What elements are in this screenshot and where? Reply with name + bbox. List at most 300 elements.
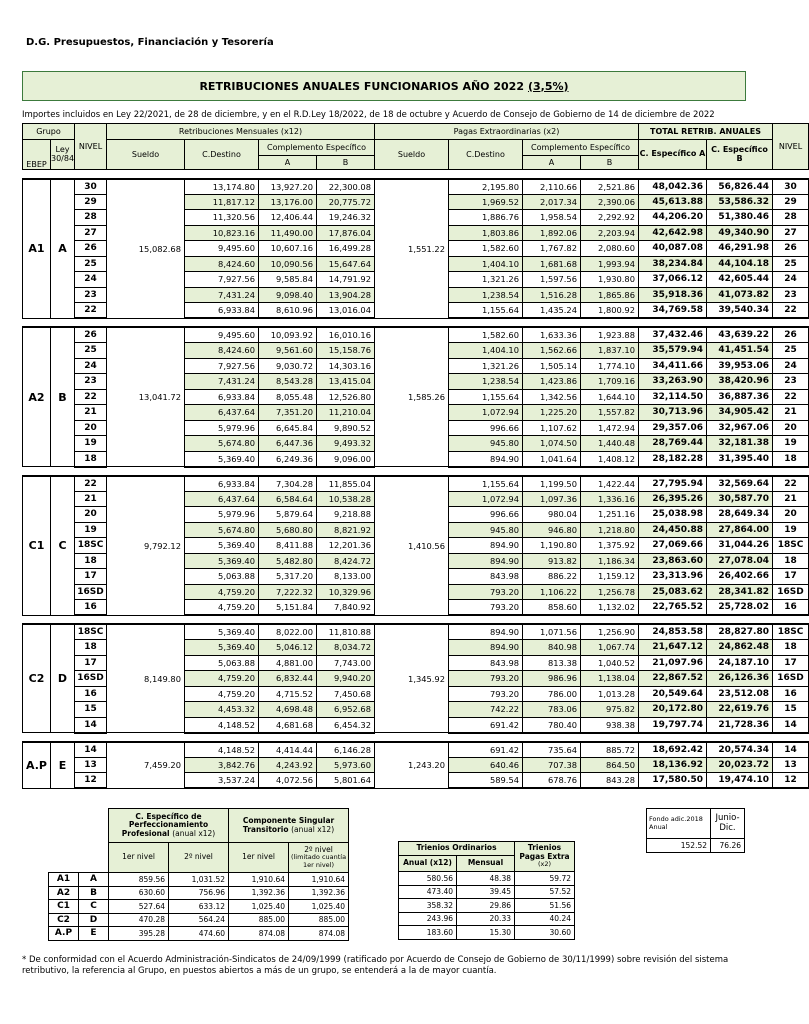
sueldo-cell: 7,459.20 — [107, 742, 185, 789]
ce-a-cell: 8,543.28 — [259, 374, 317, 390]
nivel-cell-right: 23 — [773, 287, 809, 303]
cdestino-cell: 9,495.60 — [185, 327, 259, 343]
total-a-cell: 18,692.42 — [639, 742, 707, 758]
cdestino-cell: 5,979.96 — [185, 420, 259, 436]
cdestino-extra-cell: 1,155.64 — [449, 389, 523, 405]
total-a-cell: 37,066.12 — [639, 272, 707, 288]
cep-value-cell: 395.28 — [109, 927, 169, 941]
nivel-cell: 18 — [75, 553, 107, 569]
table-row — [23, 476, 809, 492]
cdestino-cell: 9,495.60 — [185, 241, 259, 257]
ce-a-cell: 7,304.28 — [259, 476, 317, 492]
total-b-cell: 46,291.98 — [707, 241, 773, 257]
nivel-cell: 18 — [75, 451, 107, 467]
ce-a-cell: 9,585.84 — [259, 272, 317, 288]
ce-a-cell: 6,447.36 — [259, 436, 317, 452]
cdestino-cell: 7,927.56 — [185, 272, 259, 288]
ce-a-cell: 8,055.48 — [259, 389, 317, 405]
nivel-cell: 20 — [75, 507, 107, 523]
ce-b-cell: 13,016.04 — [317, 303, 375, 319]
total-b-cell: 39,540.34 — [707, 303, 773, 319]
header-ley: Ley 30/84 — [51, 140, 75, 170]
ce-b-cell: 5,973.60 — [317, 757, 375, 773]
header-cdestino-extra: C.Destino — [449, 140, 523, 170]
cdestino-cell: 8,424.60 — [185, 343, 259, 359]
nivel-cell: 17 — [75, 569, 107, 585]
ce-b-extra-cell: 1,067.74 — [581, 640, 639, 656]
cdestino-cell: 7,431.24 — [185, 374, 259, 390]
ce-b-cell: 12,526.80 — [317, 389, 375, 405]
cdestino-cell: 5,369.40 — [185, 624, 259, 640]
ce-a-cell: 4,681.68 — [259, 717, 317, 733]
cep-group-ebep: A.P — [49, 927, 79, 941]
group-spacer — [23, 615, 809, 624]
table-row — [23, 179, 809, 195]
total-a-cell: 30,713.96 — [639, 405, 707, 421]
cdestino-extra-cell: 945.80 — [449, 436, 523, 452]
cdestino-cell: 6,933.84 — [185, 389, 259, 405]
ce-a-extra-cell: 1,516.28 — [523, 287, 581, 303]
nivel-cell-right: 24 — [773, 358, 809, 374]
cdestino-cell: 5,369.40 — [185, 451, 259, 467]
ce-a-extra-cell: 1,435.24 — [523, 303, 581, 319]
fondo-value-period: 76.26 — [711, 839, 745, 853]
ce-a-extra-cell: 886.22 — [523, 569, 581, 585]
cep-value-cell: 756.96 — [169, 886, 229, 900]
ce-b-cell: 5,801.64 — [317, 773, 375, 789]
sueldo-cell: 13,041.72 — [107, 327, 185, 467]
ce-a-cell: 13,927.20 — [259, 179, 317, 195]
nivel-cell: 21 — [75, 491, 107, 507]
ce-b-cell: 11,855.04 — [317, 476, 375, 492]
ce-a-cell: 11,490.00 — [259, 225, 317, 241]
ce-a-cell: 6,249.36 — [259, 451, 317, 467]
cst-header: Componente Singular Transitorio (anual x12) — [229, 809, 349, 843]
footnote: * De conformidad con el Acuerdo Administración-Sindicatos de 24/09/1999 (ratificado por Acuerdo de Consejo de Gobierno de 30/11/1999) sobre revisión del sistema retributivo, la referencia al Grupo, en puestos abiertos a más de un grupo, se entenderá a la de mayor cuantía. — [22, 955, 729, 977]
cep-value-cell: 859.56 — [109, 873, 169, 887]
ce-a-cell: 4,881.00 — [259, 655, 317, 671]
ce-b-extra-cell: 1,218.80 — [581, 522, 639, 538]
cdestino-extra-cell: 1,321.26 — [449, 358, 523, 374]
total-a-cell: 29,357.06 — [639, 420, 707, 436]
cep-value-cell: 1,025.40 — [229, 900, 289, 914]
cdestino-cell: 5,369.40 — [185, 553, 259, 569]
ce-b-cell: 19,246.32 — [317, 210, 375, 226]
nivel-cell-right: 16SD — [773, 584, 809, 600]
ce-b-extra-cell: 975.82 — [581, 702, 639, 718]
total-a-cell: 24,450.88 — [639, 522, 707, 538]
total-a-cell: 20,172.80 — [639, 702, 707, 718]
header-nivel: NIVEL — [75, 124, 107, 170]
total-a-cell: 32,114.50 — [639, 389, 707, 405]
ce-b-cell: 9,218.88 — [317, 507, 375, 523]
sueldo-extra-cell: 1,551.22 — [375, 179, 449, 319]
ce-b-extra-cell: 2,080.60 — [581, 241, 639, 257]
cep-value-cell: 630.60 — [109, 886, 169, 900]
cdestino-cell: 6,437.64 — [185, 491, 259, 507]
nivel-cell: 25 — [75, 343, 107, 359]
sueldo-extra-cell: 1,585.26 — [375, 327, 449, 467]
total-a-cell: 20,549.64 — [639, 686, 707, 702]
header-sueldo: Sueldo — [107, 140, 185, 170]
trienios-extra-header: Trienios Pagas Extra (x2) — [515, 842, 575, 872]
nivel-cell: 26 — [75, 327, 107, 343]
nivel-cell: 26 — [75, 241, 107, 257]
nivel-cell-right: 17 — [773, 655, 809, 671]
group-ley: A — [51, 179, 75, 319]
trienios-table — [398, 841, 575, 940]
total-b-cell: 25,728.02 — [707, 600, 773, 616]
cdestino-cell: 8,424.60 — [185, 256, 259, 272]
trienios-value-cell: 51.56 — [515, 899, 575, 913]
total-a-cell: 22,765.52 — [639, 600, 707, 616]
ce-a-cell: 5,317.20 — [259, 569, 317, 585]
cdestino-extra-cell: 1,886.76 — [449, 210, 523, 226]
document-title — [22, 71, 746, 101]
ce-a-cell: 7,222.32 — [259, 584, 317, 600]
cdestino-extra-cell: 843.98 — [449, 655, 523, 671]
ce-b-cell: 12,201.36 — [317, 538, 375, 554]
cep-header: C. Específico de Perfeccionamiento Profesional (anual x12) — [109, 809, 229, 843]
sueldo-extra-cell: 1,410.56 — [375, 476, 449, 616]
cdestino-cell: 5,674.80 — [185, 436, 259, 452]
ce-b-extra-cell: 1,422.44 — [581, 476, 639, 492]
nivel-cell-right: 22 — [773, 303, 809, 319]
nivel-cell-right: 18SC — [773, 538, 809, 554]
total-b-cell: 27,864.00 — [707, 522, 773, 538]
ce-a-extra-cell: 1,681.68 — [523, 256, 581, 272]
nivel-cell: 30 — [75, 179, 107, 195]
header-total-b: C. Específico B — [707, 140, 773, 170]
ce-b-cell: 11,210.04 — [317, 405, 375, 421]
header-retrib-mensuales: Retribuciones Mensuales (x12) — [107, 124, 375, 140]
total-a-cell: 24,853.58 — [639, 624, 707, 640]
table-row — [49, 873, 349, 887]
ce-b-extra-cell: 1,709.16 — [581, 374, 639, 390]
total-b-cell: 28,827.80 — [707, 624, 773, 640]
total-a-cell: 34,769.58 — [639, 303, 707, 319]
ce-b-extra-cell: 1,251.16 — [581, 507, 639, 523]
cdestino-extra-cell: 691.42 — [449, 742, 523, 758]
total-a-cell: 23,313.96 — [639, 569, 707, 585]
header-total: TOTAL RETRIB. ANUALES — [639, 124, 773, 140]
nivel-cell-right: 14 — [773, 717, 809, 733]
cdestino-extra-cell: 1,238.54 — [449, 287, 523, 303]
nivel-cell: 25 — [75, 256, 107, 272]
ce-b-cell: 10,538.28 — [317, 491, 375, 507]
trienios-value-cell: 48.38 — [457, 872, 515, 886]
sueldo-cell: 9,792.12 — [107, 476, 185, 616]
ce-b-extra-cell: 1,408.12 — [581, 451, 639, 467]
cdestino-extra-cell: 894.90 — [449, 553, 523, 569]
ce-a-extra-cell: 2,110.66 — [523, 179, 581, 195]
cdestino-cell: 5,369.40 — [185, 640, 259, 656]
total-b-cell: 19,474.10 — [707, 773, 773, 789]
total-b-cell: 44,104.18 — [707, 256, 773, 272]
cdestino-cell: 3,537.24 — [185, 773, 259, 789]
ce-b-extra-cell: 864.50 — [581, 757, 639, 773]
total-b-cell: 43,639.22 — [707, 327, 773, 343]
total-a-cell: 28,182.28 — [639, 451, 707, 467]
fondo-value-annual: 152.52 — [647, 839, 711, 853]
ce-b-cell: 8,424.72 — [317, 553, 375, 569]
ce-b-cell: 14,791.92 — [317, 272, 375, 288]
table-row — [23, 624, 809, 640]
group-ley: D — [51, 624, 75, 733]
ce-b-extra-cell: 1,837.10 — [581, 343, 639, 359]
ce-b-cell: 6,952.68 — [317, 702, 375, 718]
cep-value-cell: 885.00 — [229, 913, 289, 927]
cdestino-extra-cell: 640.46 — [449, 757, 523, 773]
table-row — [399, 912, 575, 926]
trienios-value-cell: 30.60 — [515, 926, 575, 940]
ce-b-cell: 8,133.00 — [317, 569, 375, 585]
trienios-value-cell: 57.52 — [515, 885, 575, 899]
ce-b-cell: 13,415.04 — [317, 374, 375, 390]
cdestino-extra-cell: 1,803.86 — [449, 225, 523, 241]
total-b-cell: 20,023.72 — [707, 757, 773, 773]
ce-b-cell: 15,158.76 — [317, 343, 375, 359]
nivel-cell: 22 — [75, 476, 107, 492]
cep-value-cell: 1,031.52 — [169, 873, 229, 887]
nivel-cell: 21 — [75, 405, 107, 421]
nivel-cell-right: 13 — [773, 757, 809, 773]
header-b: B — [317, 156, 375, 170]
ce-b-cell: 6,454.32 — [317, 717, 375, 733]
ce-a-extra-cell: 1,597.56 — [523, 272, 581, 288]
nivel-cell-right: 18 — [773, 451, 809, 467]
ce-a-extra-cell: 786.00 — [523, 686, 581, 702]
total-b-cell: 34,905.42 — [707, 405, 773, 421]
table-row — [49, 927, 349, 941]
total-a-cell: 21,647.12 — [639, 640, 707, 656]
nivel-cell-right: 20 — [773, 507, 809, 523]
ce-a-cell: 4,715.52 — [259, 686, 317, 702]
nivel-cell-right: 25 — [773, 343, 809, 359]
ce-a-cell: 4,414.44 — [259, 742, 317, 758]
cep-group-ebep: A2 — [49, 886, 79, 900]
ce-a-extra-cell: 1,225.20 — [523, 405, 581, 421]
total-a-cell: 42,642.98 — [639, 225, 707, 241]
nivel-cell-right: 15 — [773, 702, 809, 718]
nivel-cell-right: 22 — [773, 476, 809, 492]
cdestino-extra-cell: 996.66 — [449, 420, 523, 436]
cep-value-cell: 1,392.36 — [289, 886, 349, 900]
ce-b-cell: 9,096.00 — [317, 451, 375, 467]
total-a-cell: 33,263.90 — [639, 374, 707, 390]
cst-2nd-level: 2º nivel (limitado cuantía 1er nivel) — [289, 843, 349, 873]
cdestino-cell: 6,933.84 — [185, 303, 259, 319]
group-ley: B — [51, 327, 75, 467]
ce-a-cell: 12,406.44 — [259, 210, 317, 226]
ce-a-cell: 5,151.84 — [259, 600, 317, 616]
total-a-cell: 27,069.66 — [639, 538, 707, 554]
ce-b-cell: 9,493.32 — [317, 436, 375, 452]
cep-value-cell: 885.00 — [289, 913, 349, 927]
nivel-cell: 27 — [75, 225, 107, 241]
cdestino-cell: 3,842.76 — [185, 757, 259, 773]
cdestino-extra-cell: 894.90 — [449, 640, 523, 656]
ce-a-extra-cell: 1,892.06 — [523, 225, 581, 241]
ce-a-extra-cell: 1,423.86 — [523, 374, 581, 390]
ce-a-cell: 13,176.00 — [259, 194, 317, 210]
fondo-label: Fondo adic.2018 Anual — [647, 809, 711, 839]
cep-group-ley: B — [79, 886, 109, 900]
ce-a-extra-cell: 913.82 — [523, 553, 581, 569]
ce-b-extra-cell: 1,013.28 — [581, 686, 639, 702]
total-b-cell: 23,512.08 — [707, 686, 773, 702]
ce-a-cell: 10,607.16 — [259, 241, 317, 257]
cep-group-ebep: C2 — [49, 913, 79, 927]
ce-b-cell: 9,890.52 — [317, 420, 375, 436]
group-spacer — [23, 733, 809, 742]
header-pagas-extra: Pagas Extraordinarias (x2) — [375, 124, 639, 140]
trienios-value-cell: 580.56 — [399, 872, 457, 886]
nivel-cell: 18 — [75, 640, 107, 656]
nivel-cell: 24 — [75, 272, 107, 288]
total-b-cell: 20,574.34 — [707, 742, 773, 758]
cdestino-cell: 11,320.56 — [185, 210, 259, 226]
cdestino-extra-cell: 742.22 — [449, 702, 523, 718]
ce-a-extra-cell: 1,071.56 — [523, 624, 581, 640]
ce-b-extra-cell: 1,644.10 — [581, 389, 639, 405]
cep-value-cell: 1,910.64 — [289, 873, 349, 887]
ce-b-cell: 8,821.92 — [317, 522, 375, 538]
ce-b-extra-cell: 1,557.82 — [581, 405, 639, 421]
nivel-cell: 19 — [75, 436, 107, 452]
group-ebep: A1 — [23, 179, 51, 319]
total-b-cell: 32,181.38 — [707, 436, 773, 452]
nivel-cell: 18SC — [75, 624, 107, 640]
ce-a-extra-cell: 1,041.64 — [523, 451, 581, 467]
cep-value-cell: 527.64 — [109, 900, 169, 914]
ce-b-extra-cell: 1,186.34 — [581, 553, 639, 569]
ce-b-cell: 13,904.28 — [317, 287, 375, 303]
ce-b-extra-cell: 2,203.94 — [581, 225, 639, 241]
ce-a-extra-cell: 980.04 — [523, 507, 581, 523]
cdestino-extra-cell: 1,321.26 — [449, 272, 523, 288]
ce-b-extra-cell: 1,256.78 — [581, 584, 639, 600]
table-row — [49, 886, 349, 900]
ce-a-cell: 9,030.72 — [259, 358, 317, 374]
total-b-cell: 21,728.36 — [707, 717, 773, 733]
nivel-cell: 16SD — [75, 584, 107, 600]
ce-b-cell: 15,647.64 — [317, 256, 375, 272]
organization-header: D.G. Presupuestos, Financiación y Tesorería — [26, 37, 274, 48]
ce-b-cell: 16,010.16 — [317, 327, 375, 343]
header-comp-especifico: Complemento Específico — [259, 140, 375, 156]
cdestino-cell: 5,674.80 — [185, 522, 259, 538]
nivel-cell: 16 — [75, 600, 107, 616]
nivel-cell: 29 — [75, 194, 107, 210]
ce-b-extra-cell: 1,865.86 — [581, 287, 639, 303]
nivel-cell-right: 21 — [773, 405, 809, 421]
nivel-cell-right: 21 — [773, 491, 809, 507]
ce-a-extra-cell: 2,017.34 — [523, 194, 581, 210]
cep-1st-level: 1er nivel — [109, 843, 169, 873]
ce-b-extra-cell: 1,336.16 — [581, 491, 639, 507]
ce-a-extra-cell: 735.64 — [523, 742, 581, 758]
group-ebep: A.P — [23, 742, 51, 789]
cdestino-extra-cell: 1,072.94 — [449, 491, 523, 507]
ce-a-extra-cell: 1,074.50 — [523, 436, 581, 452]
total-a-cell: 26,395.26 — [639, 491, 707, 507]
nivel-cell-right: 26 — [773, 241, 809, 257]
header-total-a: C. Específico A — [639, 140, 707, 170]
cep-value-cell: 470.28 — [109, 913, 169, 927]
total-b-cell: 32,569.64 — [707, 476, 773, 492]
fondo-period: Junio-Dic. — [711, 809, 745, 839]
ce-b-extra-cell: 1,040.52 — [581, 655, 639, 671]
total-a-cell: 35,918.36 — [639, 287, 707, 303]
header-ebep: EBEP — [23, 140, 51, 170]
nivel-cell-right: 18 — [773, 640, 809, 656]
ce-a-cell: 7,351.20 — [259, 405, 317, 421]
total-b-cell: 28,649.34 — [707, 507, 773, 523]
nivel-cell: 14 — [75, 742, 107, 758]
ce-b-cell: 9,940.20 — [317, 671, 375, 687]
cdestino-cell: 4,759.20 — [185, 686, 259, 702]
sueldo-cell: 8,149.80 — [107, 624, 185, 733]
ce-b-cell: 11,810.88 — [317, 624, 375, 640]
sueldo-cell: 15,082.68 — [107, 179, 185, 319]
nivel-cell-right: 29 — [773, 194, 809, 210]
total-b-cell: 28,341.82 — [707, 584, 773, 600]
cdestino-extra-cell: 843.98 — [449, 569, 523, 585]
ce-b-cell: 8,034.72 — [317, 640, 375, 656]
ce-b-extra-cell: 1,930.80 — [581, 272, 639, 288]
nivel-cell: 17 — [75, 655, 107, 671]
title-percentage: (3,5%) — [527, 79, 569, 93]
trienios-value-cell: 20.33 — [457, 912, 515, 926]
cep-value-cell: 874.08 — [289, 927, 349, 941]
trienios-value-cell: 358.32 — [399, 899, 457, 913]
ce-a-extra-cell: 840.98 — [523, 640, 581, 656]
trienios-value-cell: 243.96 — [399, 912, 457, 926]
table-row — [49, 900, 349, 914]
total-a-cell: 28,769.44 — [639, 436, 707, 452]
ce-a-extra-cell: 1,505.14 — [523, 358, 581, 374]
group-spacer — [23, 170, 809, 179]
ce-a-cell: 9,561.60 — [259, 343, 317, 359]
cep-value-cell: 474.60 — [169, 927, 229, 941]
nivel-cell-right: 17 — [773, 569, 809, 585]
ce-a-extra-cell: 1,190.80 — [523, 538, 581, 554]
total-b-cell: 36,887.36 — [707, 389, 773, 405]
nivel-cell-right: 27 — [773, 225, 809, 241]
total-a-cell: 19,797.74 — [639, 717, 707, 733]
total-a-cell: 27,795.94 — [639, 476, 707, 492]
ce-b-extra-cell: 1,440.48 — [581, 436, 639, 452]
total-a-cell: 22,867.52 — [639, 671, 707, 687]
ce-b-cell: 10,329.96 — [317, 584, 375, 600]
total-a-cell: 17,580.50 — [639, 773, 707, 789]
cdestino-extra-cell: 1,155.64 — [449, 303, 523, 319]
ce-b-extra-cell: 885.72 — [581, 742, 639, 758]
header-sueldo-extra: Sueldo — [375, 140, 449, 170]
cep-value-cell: 633.12 — [169, 900, 229, 914]
ce-b-cell: 6,146.28 — [317, 742, 375, 758]
total-a-cell: 25,083.62 — [639, 584, 707, 600]
ce-a-cell: 4,072.56 — [259, 773, 317, 789]
cdestino-extra-cell: 793.20 — [449, 584, 523, 600]
total-b-cell: 24,862.48 — [707, 640, 773, 656]
cdestino-extra-cell: 793.20 — [449, 686, 523, 702]
nivel-cell-right: 28 — [773, 210, 809, 226]
cdestino-extra-cell: 1,582.60 — [449, 327, 523, 343]
group-ebep: C2 — [23, 624, 51, 733]
table-row — [49, 913, 349, 927]
